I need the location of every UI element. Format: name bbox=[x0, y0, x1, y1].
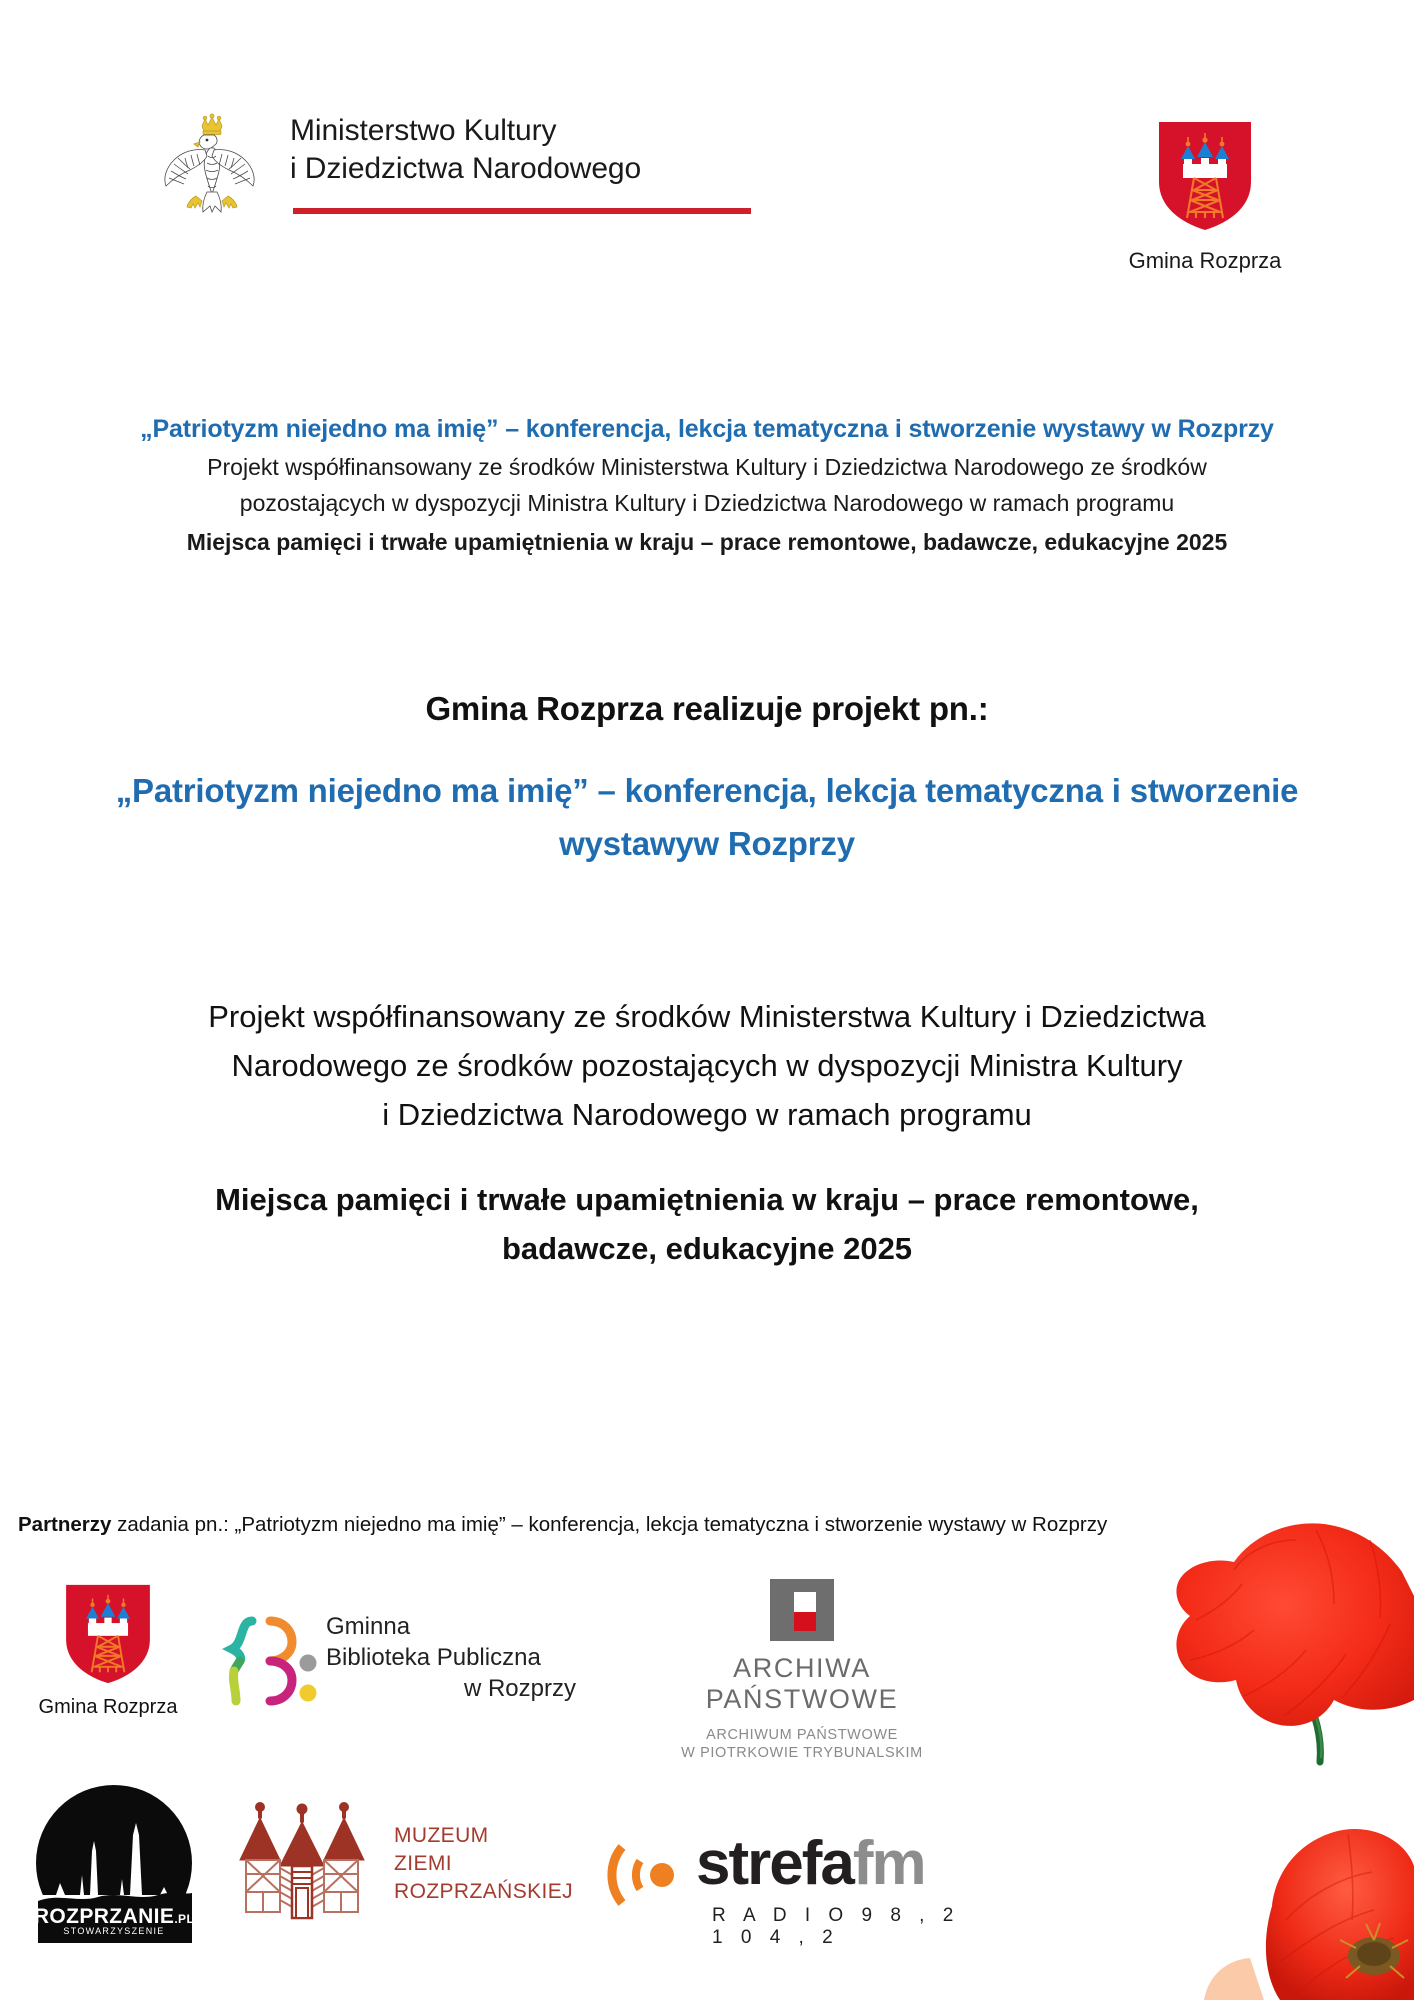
archiwa-subtitle bbox=[672, 1726, 932, 1762]
partner-logo-strefa-fm bbox=[600, 1829, 980, 1948]
partner-logo-biblioteka bbox=[222, 1605, 576, 1720]
strefa-word-1: strefa bbox=[696, 1829, 853, 1898]
main-content bbox=[0, 690, 1414, 1274]
municipality-logo-block bbox=[1070, 120, 1340, 274]
main-heading: Gmina Rozprza realizuje projekt pn.: bbox=[425, 690, 989, 727]
header bbox=[0, 0, 1414, 320]
project-title-line-2: wystawyw Rozprzy bbox=[559, 825, 855, 863]
partner-logo-gmina-rozprza bbox=[28, 1583, 188, 1719]
partner-logos bbox=[0, 1565, 1414, 2000]
partners-caption bbox=[18, 1512, 1368, 1539]
main-program-name bbox=[0, 1176, 1414, 1274]
archiwa-title bbox=[672, 1653, 932, 1716]
archiwa-title-line-2: PAŃSTWOWE bbox=[705, 1684, 899, 1715]
banner-subtitle-line-2: pozostających w dyspozycji Ministra Kultury i Dziedzictwa Narodowego w ramach programu bbox=[239, 490, 1175, 516]
ministry-logo bbox=[150, 108, 770, 228]
paragraph-line-3: i Dziedzictwa Narodowego w ramach programu bbox=[382, 1096, 1032, 1132]
main-paragraph bbox=[0, 993, 1414, 1140]
archiwa-title-line-1: ARCHIWA bbox=[733, 1653, 871, 1683]
ministry-line-1: Ministerstwo Kultury bbox=[290, 114, 557, 147]
banner-program-name: Miejsca pamięci i trwałe upamiętnienia w kraju – prace remontowe, badawcze, edukacyjne 2025 bbox=[186, 528, 1228, 555]
municipality-caption: Gmina Rozprza bbox=[1128, 248, 1282, 273]
museum-timber-building-icon bbox=[222, 1800, 382, 1924]
polish-eagle-icon bbox=[150, 108, 275, 220]
archives-flag-square-icon bbox=[770, 1579, 834, 1641]
strefa-wordmark bbox=[696, 1829, 925, 1898]
banner-title: „Patriotyzm niejedno ma imię” – konferencja, lekcja tematyczna i stworzenie wystawy w Rozprzy bbox=[140, 415, 1274, 443]
muzeum-line-2: ZIEMI bbox=[394, 1852, 452, 1876]
muzeum-line-1: MUZEUM bbox=[394, 1824, 489, 1847]
muzeum-name bbox=[394, 1822, 573, 1906]
biblioteka-line-1: Gminna bbox=[326, 1613, 411, 1640]
paragraph-line-2: Narodowego ze środków pozostających w dyspozycji Ministra Kultury bbox=[231, 1047, 1183, 1083]
biblioteka-line-3: w Rozprzy bbox=[463, 1675, 576, 1703]
project-title-line-1: „Patriotyzm niejedno ma imię” – konferencja, lekcja tematyczna i stworzenie bbox=[115, 772, 1299, 809]
partner-logo-muzeum bbox=[222, 1800, 582, 1930]
ministry-red-rule bbox=[293, 208, 751, 214]
ministry-name bbox=[290, 112, 760, 189]
partners-text: zadania pn.: „Patriotyzm niejedno ma imię” – konferencja, lekcja tematyczna i stworzenie wystawy w Rozprzy bbox=[111, 1513, 1108, 1536]
rozprzanie-subtext: STOWARZYSZENIE bbox=[63, 1926, 165, 1936]
banner-block bbox=[0, 412, 1414, 559]
program-line-2: badawcze, edukacyjne 2025 bbox=[501, 1230, 913, 1266]
archiwa-sub-line-2: W PIOTRKOWIE TRYBUNALSKIM bbox=[681, 1744, 923, 1761]
rozprzanie-wordmark: ROZPRZANIE.PL bbox=[34, 1905, 194, 1928]
rozprza-coat-of-arms-icon bbox=[1157, 120, 1253, 232]
partner-logo-archiwa-panstwowe bbox=[672, 1579, 932, 1762]
partner-logo-rozprzanie-pl bbox=[34, 1783, 194, 1943]
library-brace-b-icon bbox=[222, 1609, 318, 1713]
rozprza-coat-of-arms-icon bbox=[64, 1583, 152, 1685]
partner-caption-gmina: Gmina Rozprza bbox=[38, 1696, 178, 1718]
radio-waves-icon bbox=[600, 1839, 688, 1911]
biblioteka-name bbox=[326, 1611, 576, 1705]
ministry-line-2: i Dziedzictwa Narodowego bbox=[290, 152, 642, 186]
main-project-title bbox=[0, 764, 1414, 871]
muzeum-line-3: ROZPRZAŃSKIEJ bbox=[394, 1880, 574, 1904]
partners-label: Partnerzy bbox=[18, 1513, 112, 1536]
program-line-1: Miejsca pamięci i trwałe upamiętnienia w kraju – prace remontowe, bbox=[215, 1181, 1199, 1217]
biblioteka-line-2: Biblioteka Publiczna bbox=[326, 1644, 541, 1672]
strefa-radio-frequencies: R A D I O 9 8 , 2 1 0 4 , 2 bbox=[712, 1905, 960, 1948]
archiwa-sub-line-1: ARCHIWUM PAŃSTWOWE bbox=[706, 1726, 898, 1743]
strefa-word-2: fm bbox=[852, 1829, 925, 1898]
banner-subtitle-line-1: Projekt współfinansowany ze środków Ministerstwa Kultury i Dziedzictwa Narodowego ze środków bbox=[207, 453, 1207, 480]
paragraph-line-1: Projekt współfinansowany ze środków Ministerstwa Kultury i Dziedzictwa bbox=[208, 998, 1206, 1034]
